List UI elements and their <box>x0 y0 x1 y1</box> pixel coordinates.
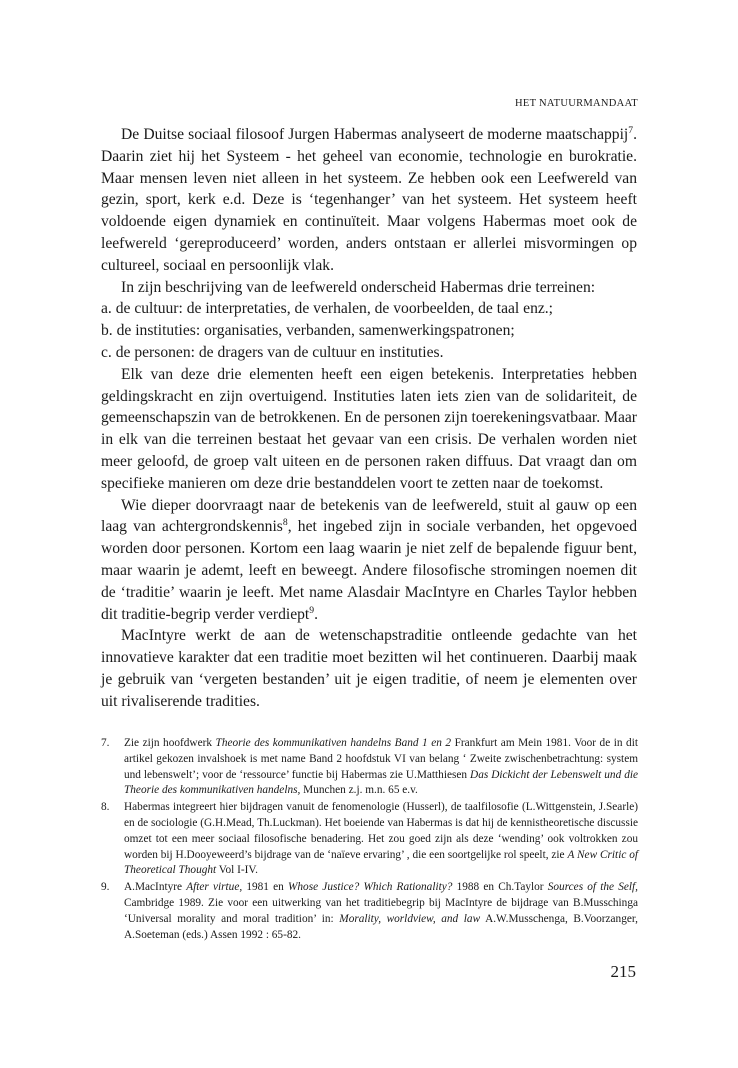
footnote-9: 9. A.MacIntyre After virtue, 1981 en Whose Justice? Which Rationality? 1988 en Ch.Taylor Sources of the Self, Cambridge 1989. Zie voor een uitwerking van het traditiebegrip bij MacIntyre de bijdrage van B.Musschinga ‘Universal morality and moral tradition’ in: Morality, worldview, and law A.W.Musschenga, B.Voorzanger, A.Soeteman (eds.) Assen 1992 : 65-82. <box>101 881 639 941</box>
footnote-ref-7: 7 <box>628 124 634 136</box>
list-item-culture: a. de cultuur: de interpretaties, de verhalen, de voorbeelden, de taal enz.; <box>101 300 554 318</box>
footnote-8: 8. Habermas integreert hier bijdragen vanuit de fenomenologie (Husserl), de taalfilosofie (L.Wittgenstein, J.Searle) en de sociologie (G.H.Mead, Th.Luckman). Het boeiende van Habermas is dat hij de kennistheoretische discussie omzet tot een meer sociaal filosofische benadering. Het zou goed zijn als deze ‘wending’ ook voltrokken zou worden bij H.Dooyeweerd’s bijdrage van de ‘naïeve ervaring’ , die een soortgelijke rol speelt, zie A New Critic of Theoretical Thought Vol I-IV. <box>101 801 639 877</box>
footnote-ref-8: 8 <box>282 517 288 529</box>
paragraph-macintyre: MacIntyre werkt de aan de wetenschapstraditie ontleende gedachte van het innovatieve karakter dat een traditie moet bezitten wil het continueren. Daarbij maak je gebruik van ‘vergeten bestanden’ uit je eigen traditie, of neem je elementen over uit rivaliserende tradities. <box>101 627 637 710</box>
paragraph-tradition: Wie dieper doorvraagt naar de betekenis van de leefwereld, stuit al gauw op een laag van achtergrondskennis$^8$, het ingebed zijn in sociale verbanden, het opgevoed worden door personen. Kortom een laag waarin je niet zelf de bepalende figuur bent, maar waarin je ademt, leeft en beweegt. Andere filosofische stromingen noemen dit de ‘traditie’ waarin je leeft. Met name Alasdair MacIntyre en Charles Taylor hebben dit traditie-begrip verder verdiept$^9$. <box>101 496 637 623</box>
page-number: 215 <box>610 962 636 981</box>
footnotes <box>101 736 638 944</box>
paragraph-meaning: Elk van deze drie elementen heeft een eigen betekenis. Interpretaties hebben geldingskracht en zijn overtuigend. Instituties laten iets zien van de solidariteit, de gemeenschapszin van de betrokkenen. En de personen zijn toerekeningsvatbaar. Maar in elk van die terreinen bestaat het gevaar van een crisis. De verhalen worden niet meer geloofd, de groep valt uiteen en de personen raken diffuus. Dat vraagt dan om specifieke manieren om deze drie bestanddelen voort te zetten naar de toekomst. <box>101 365 637 492</box>
footnote-7: 7. Zie zijn hoofdwerk Theorie des kommunikativen handelns Band 1 en 2 Frankfurt am Mein 1981. Voor de in dit artikel gekozen invalshoek is met name Band 2 hoofdstuk VI van belang ‘ Zweite zwischenbetrachtung: system und lebenswelt’; voor de ‘ressource’ functie bij Habermas zie U.Matthiesen Das Dickicht der Lebenswelt und die Theorie des kommunikativen handelns, Munchen z.j. m.n. 65 e.v. <box>101 737 638 797</box>
list-item-institutions: b. de instituties: organisaties, verbanden, samenwerkingspatronen; <box>101 322 515 340</box>
paragraph-habermas-intro: De Duitse sociaal filosoof Jurgen Habermas analyseert de moderne maatschappij$^7$. Daarin ziet hij het Systeem - het geheel van economie, technologie en burokratie. Maar mensen leven niet alleen in het systeem. Ze hebben ook een Leefwereld van gezin, sport, kerk e.d. Deze is ‘tegenhanger’ van het systeem. Het systeem heeft voldoende eigen dynamiek en continuïteit. Maar volgens Habermas moet ook de leefwereld ‘gereproduceerd’ worden, anders ontstaan er allerlei misvormingen op cultureel, sociaal en persoonlijk vlak. <box>101 124 637 274</box>
footnote-number: 8. <box>101 801 110 814</box>
running-header: HET NATUURMANDAAT <box>514 98 638 109</box>
list-item-persons: c. de personen: de dragers van de cultuur en instituties. <box>101 343 444 361</box>
footnote-ref-9: 9 <box>309 604 315 616</box>
paragraph-three-domains: In zijn beschrijving van de leefwereld onderscheid Habermas drie terreinen: <box>121 278 596 296</box>
main-text <box>101 124 637 713</box>
footnote-number: 7. <box>101 737 110 749</box>
footnote-number: 9. <box>101 881 110 894</box>
